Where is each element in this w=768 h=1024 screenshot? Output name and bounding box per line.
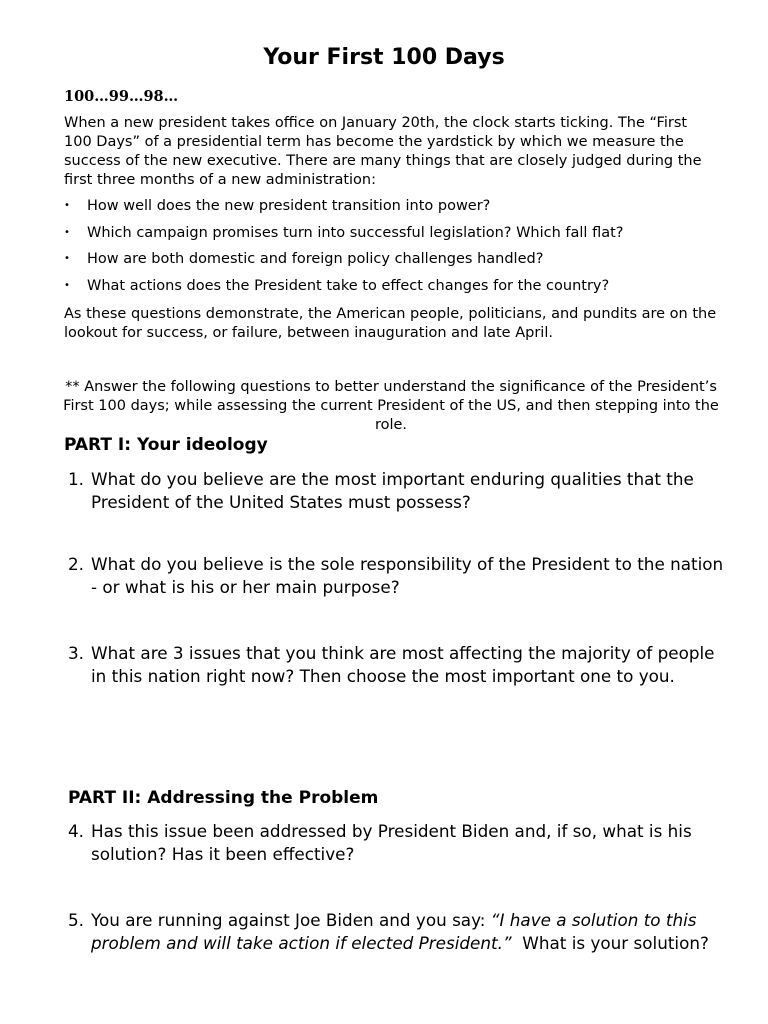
list-item-text: How well does the new president transition into power? xyxy=(87,198,491,214)
list-item-text: How are both domestic and foreign policy challenges handled? xyxy=(87,251,544,267)
question-text-lead: You are running against Joe Biden and you say: xyxy=(91,910,491,930)
question-text xyxy=(91,909,734,955)
judgment-bullet-list xyxy=(64,195,724,301)
list-item xyxy=(64,248,724,275)
list-item xyxy=(64,222,724,249)
list-item-text: Which campaign promises turn into successful legislation? Which fall flat? xyxy=(87,224,624,241)
question-5 xyxy=(64,909,734,955)
question-number: 4. xyxy=(68,821,85,841)
question-4 xyxy=(64,820,734,866)
list-item xyxy=(64,275,724,302)
question-number: 5. xyxy=(68,910,85,930)
countdown-heading: 100…99…98… xyxy=(64,88,179,105)
followup-paragraph: As these questions demonstrate, the American people, politicians, and pundits are on the lookout for success, or failure, between inauguration and late April. xyxy=(64,306,717,341)
bullet-icon: • xyxy=(64,279,70,291)
question-text: What do you believe is the sole responsibility of the President to the nation - or what is his or her main purpose? xyxy=(91,554,724,597)
bullet-icon: • xyxy=(64,226,70,238)
campaign-quote: “I have a solution to this problem and will take action if elected President.” xyxy=(91,910,697,953)
question-number: 3. xyxy=(68,643,85,663)
part2-heading: PART II: Addressing the Problem xyxy=(68,788,379,808)
part1-heading: PART I: Your ideology xyxy=(64,435,268,455)
bullet-icon: • xyxy=(64,253,70,264)
question-number: 2. xyxy=(68,554,85,574)
question-text: Has this issue been addressed by President Biden and, if so, what is his solution? Has it been effective? xyxy=(91,821,692,864)
question-1 xyxy=(64,468,734,514)
question-2 xyxy=(64,553,734,599)
question-number: 1. xyxy=(68,469,85,489)
list-item-text: What actions does the President take to effect changes for the country? xyxy=(87,277,610,294)
question-text: What do you believe are the most important enduring qualities that the President of the United States must possess? xyxy=(91,469,694,512)
intro-paragraph: When a new president takes office on January 20th, the clock starts ticking. The “First 100 Days” of a presidential term has become the yardstick by which we measure the success of the new executive. There are many things that are closely judged during the first three months of a new administration: xyxy=(64,115,702,188)
bullet-icon: • xyxy=(64,200,70,211)
question-3 xyxy=(64,642,734,688)
page-title: Your First 100 Days xyxy=(263,45,505,70)
question-text: What are 3 issues that you think are most affecting the majority of people in this nation right now? Then choose the most important one to you. xyxy=(91,643,715,686)
list-item xyxy=(64,195,724,222)
question-text-tail: What is your solution? xyxy=(511,933,709,953)
instruction-note: ** Answer the following questions to better understand the significance of the President’s First 100 days; while assessing the current President of the US, and then stepping into the role. xyxy=(63,379,719,433)
